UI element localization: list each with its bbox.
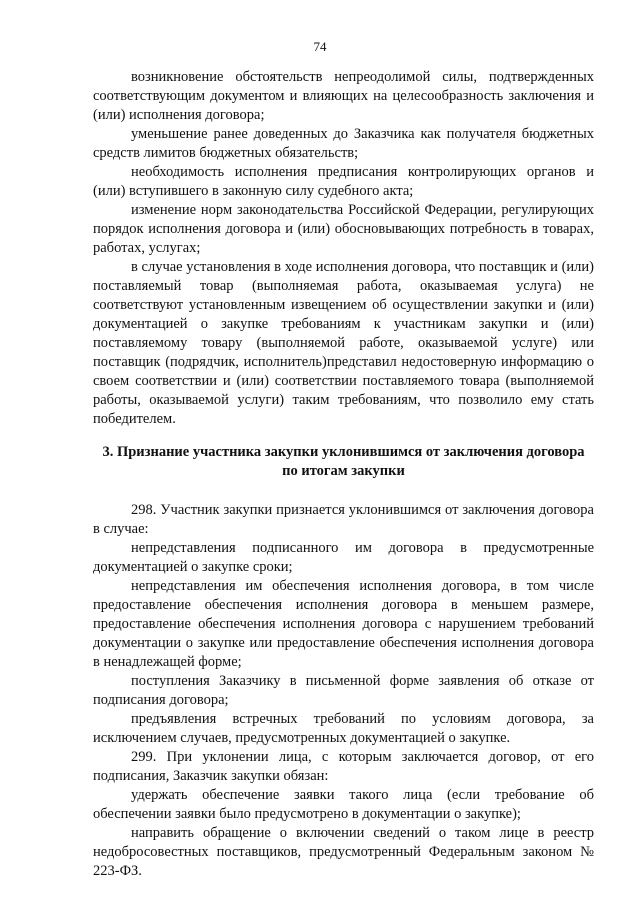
page-number: 74: [313, 39, 327, 54]
paragraph: 298. Участник закупки признается уклонившимся от заключения договора в случае:: [93, 502, 594, 537]
section-heading-line: 3. Признание участника закупки уклонившимся от заключения договора: [102, 444, 585, 460]
paragraph: изменение норм законодательства Российской Федерации, регулирующих порядок исполнения договора и (или) обосновывающих потребность в товарах, работах, услугах;: [93, 202, 594, 256]
section-heading: [93, 443, 594, 481]
paragraph: возникновение обстоятельств непреодолимой силы, подтвержденных соответствующим документом и влияющих на целесообразность заключения и (или) исполнения договора;: [93, 69, 594, 123]
paragraph: удержать обеспечение заявки такого лица (если требование об обеспечении заявки было предусмотрено в документации о закупке);: [93, 787, 594, 822]
paragraph: 299. При уклонении лица, с которым заключается договор, от его подписания, Заказчик закупки обязан:: [93, 749, 594, 784]
paragraph: непредставления подписанного им договора в предусмотренные документацией о закупке сроки;: [93, 540, 594, 575]
paragraph: предъявления встречных требований по условиям договора, за исключением случаев, предусмотренных документацией о закупке.: [93, 711, 594, 746]
heading-spacer: [93, 481, 594, 501]
section-heading-line: по итогам закупки: [282, 463, 405, 479]
paragraph: непредставления им обеспечения исполнения договора, в том числе предоставление обеспечения исполнения договора в меньшем размере, предоставление обеспечения исполнения договора с нарушением требований документации о закупке или предоставление обеспечения исполнения договора в ненадлежащей форме;: [93, 578, 594, 670]
paragraph: в случае установления в ходе исполнения договора, что поставщик и (или) поставляемый товар (выполняемая работа, оказываемая услуга) не соответствуют установленным извещением об осуществлении закупки и (или) документацией о закупке требованиям к участникам закупки и (или) поставляемому товару (выполняемой работе, оказываемой услуге) или поставщик (подрядчик, исполнитель)представил недостоверную информацию о своем соответствии и (или) соответствии поставляемого товара (выполняемой работы, оказываемой услуги) таким требованиям, что позволило ему стать победителем.: [93, 259, 594, 427]
paragraph: необходимость исполнения предписания контролирующих органов и (или) вступившего в законную силу судебного акта;: [93, 164, 594, 199]
paragraph: поступления Заказчику в письменной форме заявления об отказе от подписания договора;: [93, 673, 594, 708]
paragraph: направить обращение о включении сведений о таком лице в реестр недобросовестных поставщиков, предусмотренный Федеральным законом № 223-ФЗ.: [93, 825, 594, 879]
paragraph: уменьшение ранее доведенных до Заказчика как получателя бюджетных средств лимитов бюджетных обязательств;: [93, 126, 594, 161]
document-body: [93, 68, 594, 881]
